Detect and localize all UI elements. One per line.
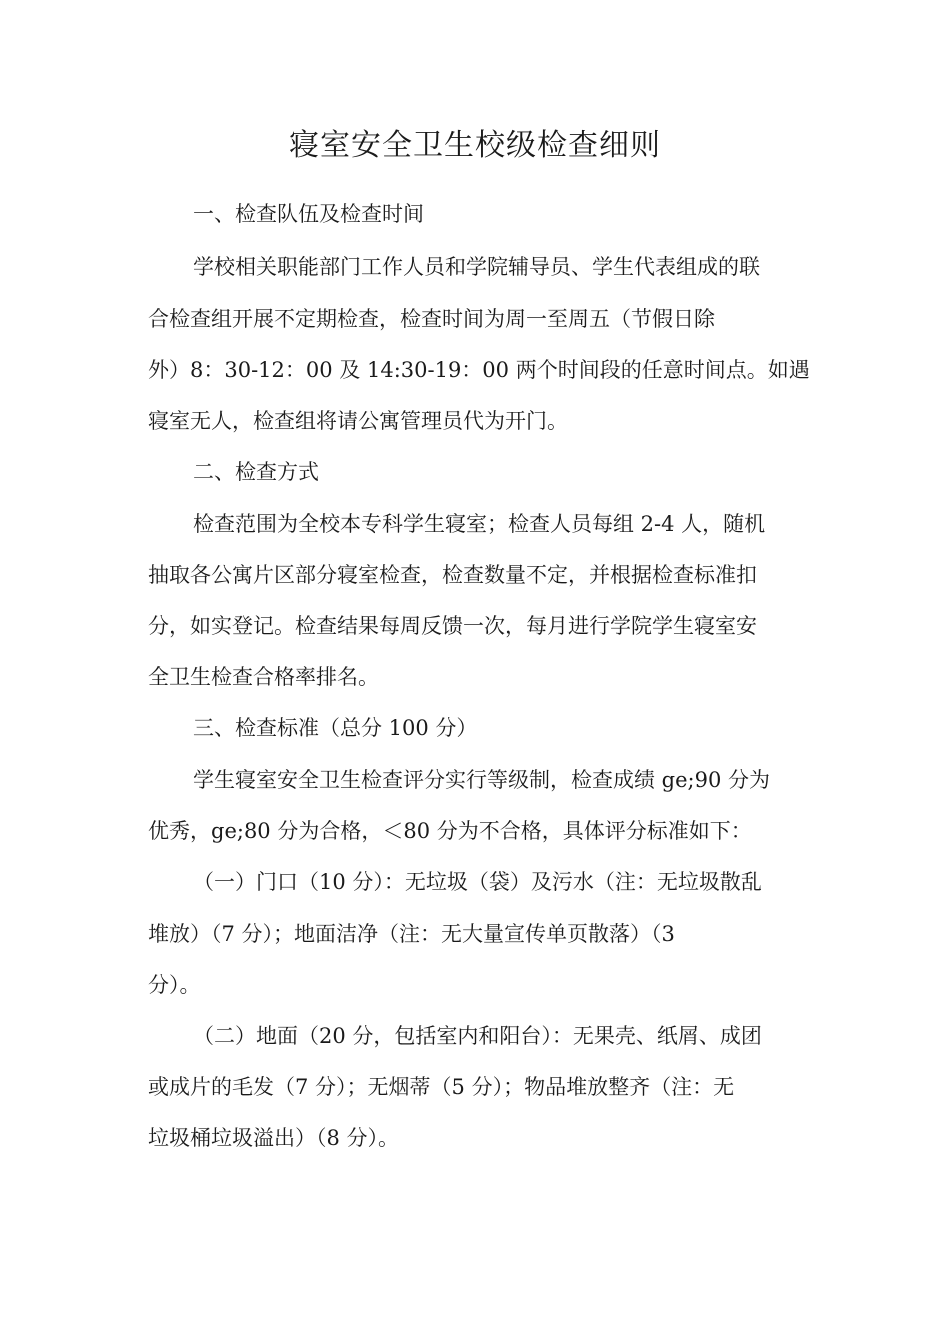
paragraph-line: 学生寝室安全卫生检查评分实行等级制，检查成绩 ge;90 分为 bbox=[193, 768, 771, 792]
section-heading-2: 二、检查方式 bbox=[193, 460, 319, 484]
paragraph-line: 分）。 bbox=[148, 973, 201, 997]
paragraph-line: （一）门口（10 分）：无垃圾（袋）及污水（注：无垃圾散乱 bbox=[193, 870, 762, 894]
paragraph-line: 分，如实登记。检查结果每周反馈一次，每月进行学院学生寝室安 bbox=[148, 614, 757, 638]
paragraph-line: 学校相关职能部门工作人员和学院辅导员、学生代表组成的联 bbox=[193, 255, 760, 279]
paragraph-line: 抽取各公寓片区部分寝室检查，检查数量不定，并根据检查标准扣 bbox=[148, 563, 757, 587]
page-title: 寝室安全卫生校级检查细则 bbox=[289, 128, 661, 163]
section-heading-3: 三、检查标准（总分 100 分） bbox=[193, 716, 478, 740]
section-heading-1: 一、检查队伍及检查时间 bbox=[193, 202, 424, 226]
paragraph-line: （二）地面（20 分，包括室内和阳台）：无果壳、纸屑、成团 bbox=[193, 1024, 762, 1048]
paragraph-line: 检查范围为全校本专科学生寝室；检查人员每组 2-4 人，随机 bbox=[193, 512, 766, 536]
paragraph-line: 优秀，ge;80 分为合格，＜80 分为不合格，具体评分标准如下： bbox=[148, 819, 752, 843]
paragraph-line: 垃圾桶垃圾溢出）（8 分）。 bbox=[148, 1126, 400, 1150]
paragraph-line: 外）8：30-12：00 及 14:30-19：00 两个时间段的任意时间点。如遇 bbox=[148, 358, 810, 382]
paragraph-line: 合检查组开展不定期检查，检查时间为周一至周五（节假日除 bbox=[148, 307, 715, 331]
paragraph-line: 全卫生检查合格率排名。 bbox=[148, 665, 379, 689]
paragraph-line: 堆放）（7 分）；地面洁净（注：无大量宣传单页散落）（3 bbox=[148, 922, 675, 946]
paragraph-line: 或成片的毛发（7 分）；无烟蒂（5 分）；物品堆放整齐（注：无 bbox=[148, 1075, 735, 1099]
paragraph-line: 寝室无人，检查组将请公寓管理员代为开门。 bbox=[148, 409, 568, 433]
